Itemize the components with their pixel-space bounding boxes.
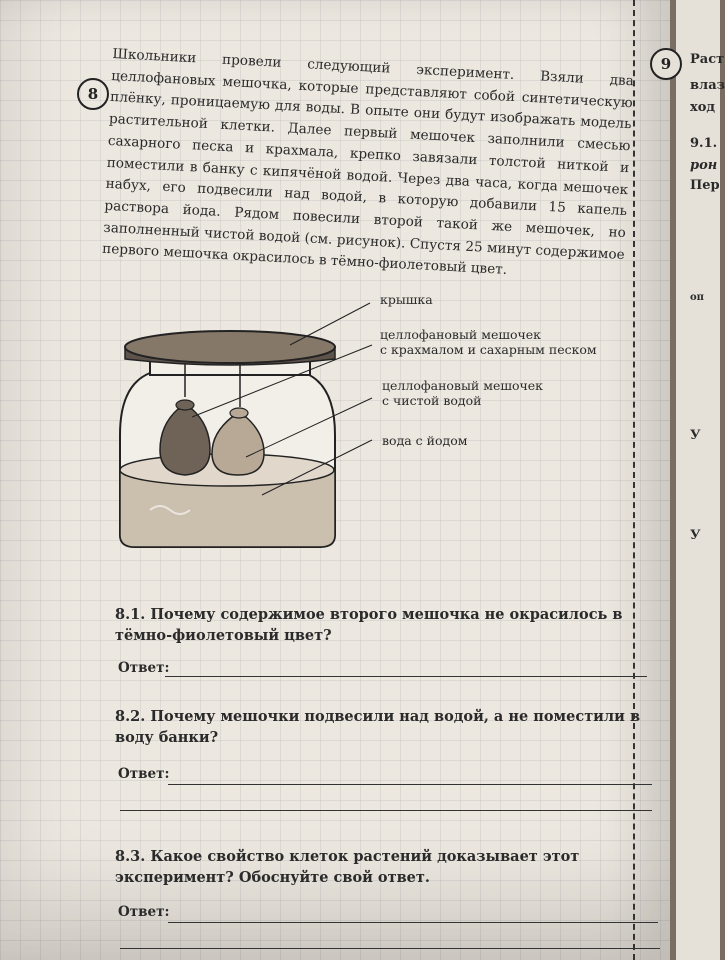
question-8-text: Школьники провели следующий эксперимент. Взяли два целлофановых мешочка, которые представляют собой синтетическую плёнку, проницаемую для воды. В опыте они будут изображать модель растительной клетки. Далее первый мешочек заполнили смесью сахарного песка и крахмала, крепко завязали толстой ниткой и поместили в банку с кипячёной водой. Через два часа, когда мешочек набух, его подвесили над водой, в которую добавили 15 капель раствора йода. Рядом повесили второй такой же мешочек, но заполненный чистой водой (см. рисунок). Спустя 25 минут содержимое первого мешочка окрасилось в тёмно-фиолетовый цвет. xyxy=(101,45,635,279)
answer-label-8-3: Ответ: xyxy=(118,904,170,920)
right-fragment: У xyxy=(690,528,701,543)
label-bag-starch: целлофановый мешочек с крахмалом и сахарным песком xyxy=(380,327,597,357)
label-iodine-water: вода с йодом xyxy=(382,433,468,448)
answer-line-8-2a[interactable] xyxy=(168,784,652,785)
answer-line-8-2b[interactable] xyxy=(120,810,652,811)
right-fragment: 9.1. xyxy=(690,136,718,151)
right-fragment: У xyxy=(690,428,701,443)
question-8-3: 8.3. Какое свойство клеток растений доказывает этот эксперимент? Обоснуйте свой ответ. xyxy=(115,848,580,886)
right-fragment: ход xyxy=(690,100,716,115)
question-8-number: 8 xyxy=(77,78,109,110)
right-page xyxy=(660,0,725,960)
right-fragment: влаз xyxy=(690,78,725,93)
label-bag-water: целлофановый мешочек с чистой водой xyxy=(382,378,543,408)
right-fragment: Пер xyxy=(690,178,720,193)
label-lid: крышка xyxy=(380,292,433,307)
question-8-2: 8.2. Почему мешочки подвесили над водой, а не поместили в воду банки? xyxy=(115,708,641,746)
question-9-number: 9 xyxy=(650,48,682,80)
lid xyxy=(125,331,335,365)
answer-line-8-3b[interactable] xyxy=(120,948,660,949)
answer-line-8-3a[interactable] xyxy=(168,922,658,923)
page-binding xyxy=(633,0,641,960)
answer-label-8-1: Ответ: xyxy=(118,660,170,676)
answer-line-8-1[interactable] xyxy=(165,676,647,677)
right-fragment: оп xyxy=(690,292,704,303)
right-fragment: рон xyxy=(690,158,718,173)
right-fragment: Раст xyxy=(690,52,725,67)
answer-label-8-2: Ответ: xyxy=(118,766,170,782)
question-8-1: 8.1. Почему содержимое второго мешочка не окрасилось в тёмно-фиолетовый цвет? xyxy=(115,606,623,644)
